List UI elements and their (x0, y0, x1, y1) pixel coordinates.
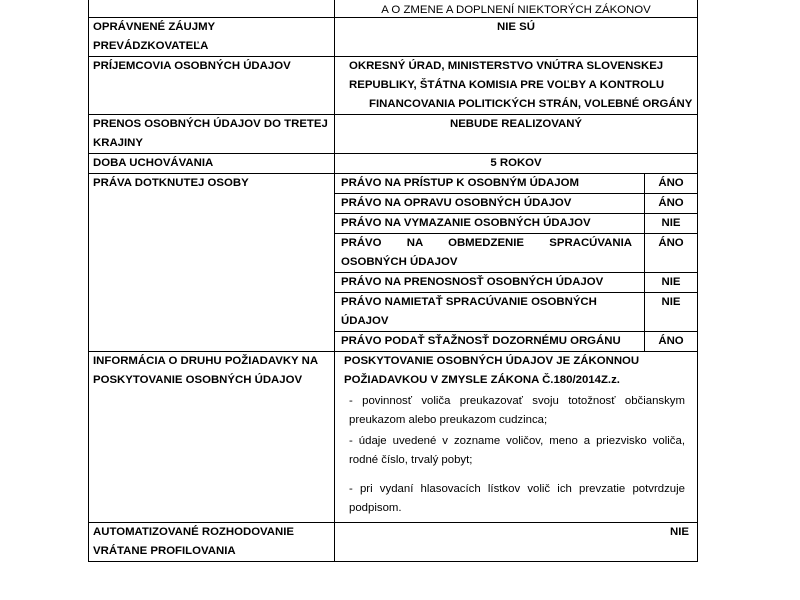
table-row (89, 0, 698, 18)
legitimate-interests-label: OPRÁVNENÉ ZÁUJMY PREVÁDZKOVATEĽA (89, 18, 335, 57)
rights-row (335, 214, 697, 234)
transfer-value: NEBUDE REALIZOVANÝ (335, 115, 698, 154)
right-name: PRÁVO PODAŤ SŤAŽNOSŤ DOZORNÉMU ORGÁNU (341, 335, 621, 347)
right-answer: ÁNO (645, 332, 698, 352)
table-row (89, 352, 698, 523)
requirement-label (89, 352, 335, 523)
right-answer: ÁNO (645, 234, 698, 273)
transfer-label-line: PRENOS OSOBNÝCH ÚDAJOV DO TRETEJ (93, 118, 328, 130)
gdpr-info-table (88, 0, 698, 562)
table-row (89, 154, 698, 174)
table-row (89, 523, 698, 562)
automated-label (89, 523, 335, 562)
legitimate-interests-value: NIE SÚ (335, 18, 698, 57)
table-row (89, 18, 698, 57)
gdpr-info-table-page (88, 0, 697, 562)
requirement-title-line: POŽIADAVKOU V ZMYSLE ZÁKONA Č.180/2014Z.z. (344, 374, 620, 386)
right-name: PRÁVO NA PRENOSNOSŤ OSOBNÝCH ÚDAJOV (335, 273, 645, 293)
right-answer: NIE (645, 214, 698, 234)
transfer-label (89, 115, 335, 154)
rights-row (335, 194, 697, 214)
requirement-label-line: INFORMÁCIA O DRUHU POŽIADAVKY NA (93, 355, 319, 367)
table-row (89, 115, 698, 154)
requirement-label-line: POSKYTOVANIE OSOBNÝCH ÚDAJOV (93, 374, 303, 386)
right-name: PRÁVO NAMIETAŤ SPRACÚVANIE OSOBNÝCH ÚDAJOV (335, 293, 645, 332)
law-name-tail: A O ZMENE A DOPLNENÍ NIEKTORÝCH ZÁKONOV (335, 0, 698, 18)
recipients-line: OKRESNÝ ÚRAD, MINISTERSTVO VNÚTRA SLOVENSKEJ (349, 60, 664, 72)
automated-label-line: AUTOMATIZOVANÉ ROZHODOVANIE (93, 526, 295, 538)
right-name: PRÁVO NA PRÍSTUP K OSOBNÝM ÚDAJOM (335, 174, 645, 194)
recipients-label: PRÍJEMCOVIA OSOBNÝCH ÚDAJOV (89, 57, 335, 115)
rights-table (335, 174, 697, 351)
automated-label-line: VRÁTANE PROFILOVANIA (93, 545, 236, 557)
requirement-bullet: - povinnosť voliča preukazovať svoju totožnosť občianskym preukazom alebo preukazom cudzinca; (349, 395, 685, 426)
recipients-line: FINANCOVANIA POLITICKÝCH STRÁN, VOLEBNÉ ORGÁNY (369, 98, 693, 110)
transfer-label-line: KRAJINY (93, 137, 144, 149)
table-row (89, 174, 698, 352)
requirement-bullet: - pri vydaní hlasovacích lístkov volič ich prevzatie potvrdzuje podpisom. (349, 483, 685, 514)
recipients-value (335, 57, 698, 115)
requirement-value (335, 352, 698, 523)
rights-row (335, 174, 697, 194)
right-name: PRÁVO NA VYMAZANIE OSOBNÝCH ÚDAJOV (335, 214, 645, 234)
table-row (89, 57, 698, 115)
retention-value: 5 ROKOV (335, 154, 698, 174)
rights-row (335, 234, 697, 273)
rights-row (335, 273, 697, 293)
requirement-bullet: - údaje uvedené v zozname voličov, meno a priezvisko voliča, rodné číslo, trvalý pobyt; (349, 435, 685, 466)
right-name: PRÁVO NA OPRAVU OSOBNÝCH ÚDAJOV (335, 194, 645, 214)
rights-row (335, 332, 697, 352)
requirement-title (339, 352, 693, 390)
right-answer: ÁNO (645, 194, 698, 214)
rights-cell (335, 174, 698, 352)
right-name: PRÁVO NA OBMEDZENIE SPRACÚVANIA OSOBNÝCH ÚDAJOV (335, 234, 645, 273)
automated-value: NIE (335, 523, 698, 562)
right-answer: ÁNO (645, 174, 698, 194)
rights-label: PRÁVA DOTKNUTEJ OSOBY (89, 174, 335, 352)
table-cell-empty (89, 0, 335, 18)
right-answer: NIE (645, 273, 698, 293)
rights-row (335, 293, 697, 332)
requirement-title-line: POSKYTOVANIE OSOBNÝCH ÚDAJOV JE ZÁKONNOU (344, 355, 640, 367)
right-answer: NIE (645, 293, 698, 332)
retention-label: DOBA UCHOVÁVANIA (89, 154, 335, 174)
recipients-line: REPUBLIKY, ŠTÁTNA KOMISIA PRE VOĽBY A KONTROLU (349, 79, 665, 91)
